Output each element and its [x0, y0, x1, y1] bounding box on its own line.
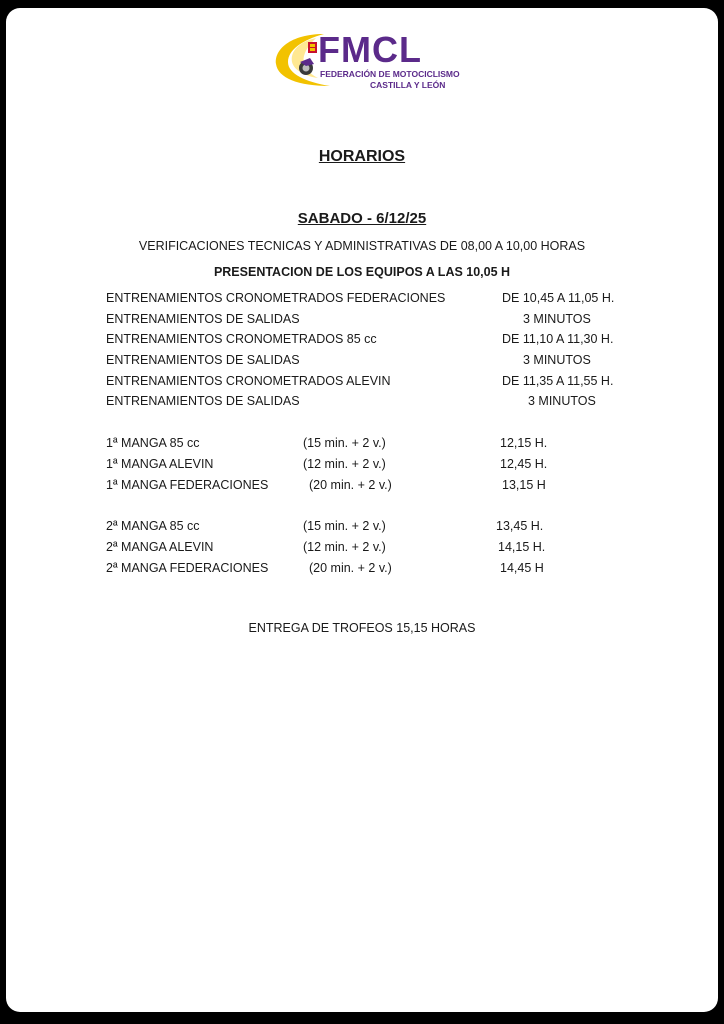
- entrenamiento-time: 3 MINUTOS: [523, 353, 591, 367]
- document-page: [6, 8, 718, 1012]
- manga-time: 14,45 H: [500, 561, 544, 575]
- manga-time: 14,15 H.: [498, 540, 546, 554]
- entrenamiento-label: ENTRENAMIENTOS DE SALIDAS: [106, 353, 300, 367]
- manga-label: 1ª MANGA FEDERACIONES: [106, 478, 269, 492]
- entrenamiento-label: ENTRENAMIENTOS DE SALIDAS: [106, 312, 300, 326]
- page-title: HORARIOS: [318, 148, 406, 165]
- entrenamiento-label: ENTRENAMIENTOS DE SALIDAS: [106, 394, 300, 408]
- manga-time: 12,45 H.: [500, 457, 548, 471]
- verificaciones-line: VERIFICACIONES TECNICAS Y ADMINISTRATIVAS DE 08,00 A 10,00 HORAS: [138, 239, 586, 253]
- manga-duration: (12 min. + 2 v.): [303, 540, 386, 554]
- logo-subtitle-line1: FEDERACIÓN DE MOTOCICLISMO: [320, 69, 460, 79]
- entrenamiento-time: DE 11,35 A 11,55 H.: [502, 374, 614, 388]
- entrenamiento-label: ENTRENAMIENTOS CRONOMETRADOS 85 cc: [106, 332, 377, 346]
- manga-duration: (20 min. + 2 v.): [309, 478, 392, 492]
- logo-wordmark: FMCL: [318, 29, 422, 70]
- entrenamiento-label: ENTRENAMIENTOS CRONOMETRADOS FEDERACIONES: [106, 291, 446, 305]
- manga-label: 1ª MANGA 85 cc: [106, 436, 200, 450]
- fmcl-logo: [272, 28, 462, 92]
- manga-duration: (15 min. + 2 v.): [303, 436, 386, 450]
- manga-duration: (12 min. + 2 v.): [303, 457, 386, 471]
- entrenamiento-time: DE 11,10 A 11,30 H.: [502, 332, 614, 346]
- manga-duration: (15 min. + 2 v.): [303, 519, 386, 533]
- logo-subtitle-line2: CASTILLA Y LEÓN: [370, 80, 446, 90]
- entrenamiento-time: 3 MINUTOS: [528, 394, 596, 408]
- trofeos-line: ENTREGA DE TROFEOS 15,15 HORAS: [248, 621, 476, 635]
- manga-label: 2ª MANGA FEDERACIONES: [106, 561, 269, 575]
- presentacion-line: PRESENTACION DE LOS EQUIPOS A LAS 10,05 H: [213, 265, 511, 279]
- manga-duration: (20 min. + 2 v.): [309, 561, 392, 575]
- manga-label: 2ª MANGA 85 cc: [106, 519, 200, 533]
- entrenamiento-time: DE 10,45 A 11,05 H.: [502, 291, 615, 305]
- manga-time: 12,15 H.: [500, 436, 548, 450]
- manga-time: 13,45 H.: [496, 519, 544, 533]
- day-heading: SABADO - 6/12/25: [297, 210, 427, 227]
- entrenamiento-label: ENTRENAMIENTOS CRONOMETRADOS ALEVIN: [106, 374, 391, 388]
- manga-label: 1ª MANGA ALEVIN: [106, 457, 214, 471]
- entrenamiento-time: 3 MINUTOS: [523, 312, 591, 326]
- manga-time: 13,15 H: [502, 478, 546, 492]
- manga-label: 2ª MANGA ALEVIN: [106, 540, 214, 554]
